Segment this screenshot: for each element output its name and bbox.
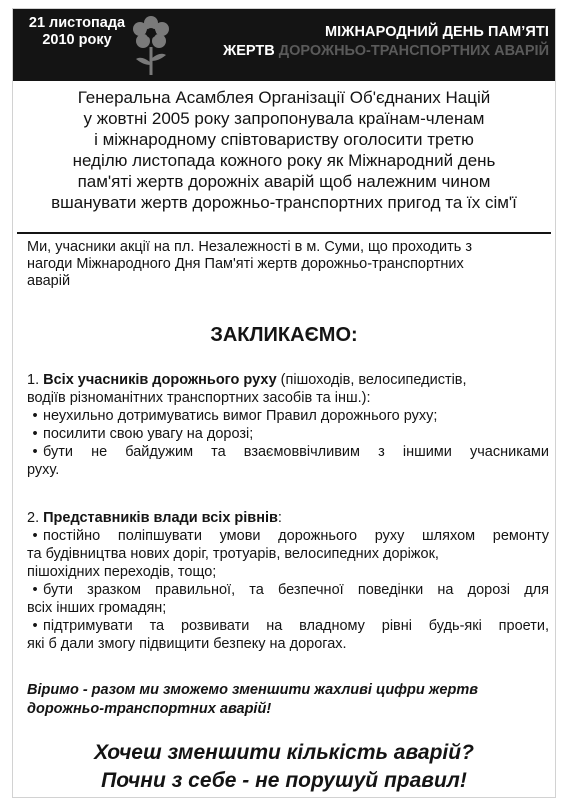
section-heading-line: водіїв різноманітних транспортних засобів та інш.): bbox=[27, 390, 371, 406]
section-heading-bold: Представників влади всіх рівнів bbox=[43, 510, 278, 526]
list-item-continuation: пішохідних переходів, тощо; bbox=[27, 564, 217, 580]
banner-title-line1: МІЖНАРОДНИЙ ДЕНЬ ПАМ’ЯТІ bbox=[324, 24, 549, 40]
list-item-text: підтримувати та розвивати на владному рівні будь-які проети, bbox=[43, 618, 549, 634]
section-heading bbox=[27, 509, 549, 527]
call-title: ЗАКЛИКАЄМО: bbox=[210, 324, 358, 346]
appeal-section-authorities bbox=[27, 509, 549, 653]
intro-line: вшанувати жертв дорожньо-транспортних пригод та їх сім'ї bbox=[51, 193, 517, 212]
section-heading-rest: : bbox=[277, 510, 282, 526]
intro-paragraph bbox=[13, 87, 555, 213]
event-date bbox=[21, 15, 133, 49]
belief-line: Віримо - разом ми зможемо зменшити жахливі цифри жертв bbox=[27, 682, 478, 698]
slogan-call: Почни з себе - не порушуй правил! bbox=[101, 769, 467, 792]
list-item-continuation: всіх інших громадян; bbox=[27, 600, 167, 616]
intro-line: пам'яті жертв дорожніх аварій щоб належним чином bbox=[77, 172, 491, 191]
bullet-icon: • bbox=[32, 582, 38, 598]
banner-title-line2 bbox=[181, 43, 549, 59]
date-day: 21 листопада bbox=[28, 15, 126, 31]
list-item-text: неухильно дотримуватись вимог Правил дорожнього руху; bbox=[43, 408, 438, 424]
intro-line: неділю листопада кожного року як Міжнародний день bbox=[72, 151, 496, 170]
intro-line: у жовтні 2005 року запропонувала країнам-членам bbox=[83, 109, 485, 128]
list-item-text: посилити свою увагу на дорозі; bbox=[43, 426, 254, 442]
belief-statement bbox=[27, 681, 549, 719]
header-banner bbox=[13, 9, 555, 81]
list-item bbox=[27, 527, 549, 545]
list-item bbox=[27, 425, 549, 443]
participants-paragraph bbox=[27, 239, 547, 290]
list-item-continuation: руху. bbox=[27, 462, 60, 478]
slogan bbox=[13, 739, 555, 795]
bullet-icon: • bbox=[32, 444, 38, 460]
participants-line: Ми, учасники акції на пл. Незалежності в м. Суми, що проходить з bbox=[27, 239, 472, 255]
section-number: 1. bbox=[27, 372, 40, 388]
divider bbox=[17, 232, 551, 234]
section-heading-bold: Всіх учасників дорожнього руху bbox=[43, 372, 277, 388]
participants-line: аварій bbox=[27, 273, 71, 289]
date-year: 2010 року bbox=[42, 32, 112, 48]
section-number: 2. bbox=[27, 510, 40, 526]
banner-title-word: ЖЕРТВ bbox=[223, 43, 275, 59]
flower-icon bbox=[131, 13, 171, 77]
leaflet bbox=[12, 8, 556, 798]
list-item-text: бути не байдужим та взаємоввічливим з іншими учасниками bbox=[43, 444, 549, 460]
bullet-icon: • bbox=[32, 618, 38, 634]
list-item bbox=[27, 617, 549, 635]
section-heading bbox=[27, 371, 549, 389]
intro-line: Генеральна Асамблея Організації Об'єднаних Націй bbox=[77, 88, 491, 107]
bullet-icon: • bbox=[32, 528, 38, 544]
list-item-continuation: які б дали змогу підвищити безпеку на дорогах. bbox=[27, 636, 347, 652]
list-item bbox=[27, 581, 549, 599]
bullet-icon: • bbox=[32, 426, 38, 442]
slogan-question: Хочеш зменшити кількість аварій? bbox=[94, 741, 474, 764]
bullet-icon: • bbox=[32, 408, 38, 424]
list-item-continuation: та будівництва нових доріг, тротуарів, велосипедних доріжок, bbox=[27, 546, 439, 562]
participants-line: нагоди Міжнародного Дня Пам'яті жертв дорожньо-транспортних bbox=[27, 256, 464, 272]
intro-line: і міжнародному співтовариству оголосити третю bbox=[94, 130, 474, 149]
belief-line: дорожньо-транспортних аварій! bbox=[27, 701, 272, 717]
list-item-text: бути зразком правильної, та безпечної поведінки на дорозі для bbox=[43, 582, 549, 598]
list-item bbox=[27, 443, 549, 461]
banner-title-muted: ДОРОЖНЬО-ТРАНСПОРТНИХ АВАРІЙ bbox=[278, 43, 549, 59]
section-heading-rest: (пішоходів, велосипедистів, bbox=[276, 372, 467, 388]
list-item bbox=[27, 407, 549, 425]
appeal-section-road-users bbox=[27, 371, 549, 479]
list-item-text: постійно поліпшувати умови дорожнього руху шляхом ремонту bbox=[43, 528, 549, 544]
